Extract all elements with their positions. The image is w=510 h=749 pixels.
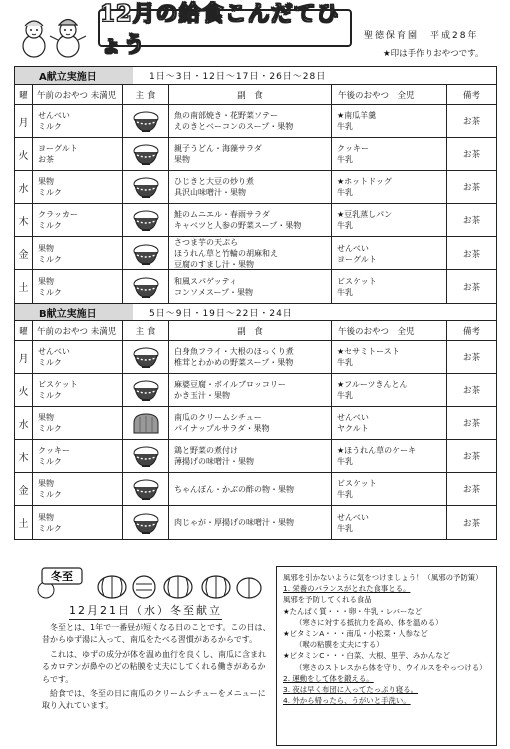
pm-drink-item: 牛乳 <box>337 188 353 197</box>
pm-snack-cell <box>332 440 447 472</box>
side-dish-line-2: パイナップルサラダ・果物 <box>174 424 270 433</box>
day-cell: 水 <box>15 407 33 439</box>
pm-drink-item: 牛乳 <box>337 287 353 297</box>
table-row <box>15 138 496 171</box>
am-snack-cell <box>33 506 123 539</box>
side-dish-line-2: コンソメスープ・果物 <box>174 287 254 297</box>
pm-snack-cell <box>332 374 447 406</box>
drink-cell: お茶 <box>462 117 480 127</box>
side-dish-line-2: 具沢山味噌汁・果物 <box>174 188 246 197</box>
staple-cell <box>123 407 169 439</box>
pm-snack-item: ビスケット <box>337 479 377 488</box>
drink-cell: お茶 <box>462 485 480 495</box>
pm-snack-cell <box>332 473 447 505</box>
pm-snack-cell <box>332 171 447 203</box>
toji-text <box>42 622 272 715</box>
drink-cell: お茶 <box>462 150 480 160</box>
drink-cell: お茶 <box>462 353 480 363</box>
cold-tip-4: 4. 外から帰ったら、うがいと手洗い。 <box>283 696 411 706</box>
side-dish-line-1: ひじきと大豆の炒り煮 <box>174 177 254 186</box>
block-b-header <box>15 303 496 321</box>
day-cell: 金 <box>15 237 33 270</box>
pumpkin-icons <box>94 570 264 600</box>
table-row <box>15 374 496 407</box>
pm-snack-cell <box>332 138 447 170</box>
staple-cell <box>123 138 169 170</box>
pm-snack-cell <box>332 105 447 137</box>
rice-bowl-icon <box>131 208 161 232</box>
cold-food-vitamin-c-note: （寒さのストレスから体を守り、ウイルスをやっつける） <box>295 662 487 672</box>
pm-snack-cell <box>332 506 447 539</box>
staple-cell <box>123 506 169 539</box>
rice-bowl-icon <box>131 477 161 501</box>
cold-tip-2: 2. 運動をして体を鍛える。 <box>283 673 374 683</box>
side-dish-line-2: 薄揚げの味噌汁・果物 <box>174 457 254 466</box>
cold-food-vitamin-a-note: （喉の粘膜を丈夫にする） <box>295 640 384 650</box>
side-dish-cell <box>169 105 332 137</box>
block-a-header <box>15 67 496 85</box>
cold-prevention-box <box>276 566 497 746</box>
table-row <box>15 105 496 138</box>
col-side: 副 食 <box>169 85 332 104</box>
pm-drink-item: 牛乳 <box>337 457 353 466</box>
side-dish-cell <box>169 506 332 539</box>
am-drink-item: ミルク <box>38 391 62 400</box>
pm-snack-item: せんべい <box>337 243 369 253</box>
staple-cell <box>123 171 169 203</box>
table-header-b <box>15 321 496 341</box>
table-row <box>15 341 496 374</box>
side-dish-line-1: 肉じゃが・厚揚げの味噌汁・果物 <box>174 518 294 527</box>
pm-snack-item: ★豆乳蒸しパン <box>337 210 393 219</box>
cold-food-protein-note: （寒さに対する抵抗力を高め、体を温める） <box>295 617 443 627</box>
table-row <box>15 440 496 473</box>
school-name: 聖徳保育園 平成28年 <box>364 31 479 41</box>
side-dish-line-1: 南瓜のクリームシチュー <box>174 413 262 422</box>
block-a-rows <box>15 105 496 303</box>
am-snack-item: せんべい <box>38 347 70 356</box>
table-header <box>15 85 496 105</box>
am-snack-cell <box>33 171 123 203</box>
am-drink-item: ミルク <box>38 254 62 264</box>
day-cell: 月 <box>15 341 33 373</box>
day-cell: 土 <box>15 270 33 303</box>
staple-cell <box>123 270 169 303</box>
am-snack-item: せんべい <box>38 111 70 120</box>
rice-bowl-icon <box>131 109 161 133</box>
side-dish-line-1: 鮭のムニエル・春雨サラダ <box>174 210 270 219</box>
side-dish-cell <box>169 473 332 505</box>
table-row <box>15 407 496 440</box>
staple-cell <box>123 473 169 505</box>
pm-snack-cell <box>332 237 447 270</box>
bread-icon <box>131 411 161 435</box>
am-drink-item: ミルク <box>38 358 62 367</box>
pm-drink-item: 牛乳 <box>337 221 353 230</box>
cold-tip-3: 3. 夜は早く布団に入ってたっぷり寝る。 <box>283 685 419 695</box>
col-side-b: 副 食 <box>169 321 332 340</box>
side-dish-cell <box>169 138 332 170</box>
am-snack-cell <box>33 407 123 439</box>
pm-snack-item: せんべい <box>337 512 369 522</box>
toji-paragraph-3: 給食では、冬至の日に南瓜のクリームシチューをメニューに取り入れています。 <box>42 689 266 711</box>
table-row <box>15 204 496 237</box>
block-b-rows <box>15 341 496 539</box>
am-snack-cell <box>33 270 123 303</box>
drink-cell: お茶 <box>462 419 480 429</box>
day-cell: 土 <box>15 506 33 539</box>
table-row <box>15 270 496 303</box>
pm-drink-item: 牛乳 <box>337 523 353 533</box>
svg-text:冬至: 冬至 <box>51 570 73 583</box>
col-pm-snack: 午後のおやつ 全児 <box>332 85 447 104</box>
pm-snack-item: ★ホットドッグ <box>337 177 392 186</box>
block-a-dates: 1日～3日・12日～17日・26日～28日 <box>149 72 327 82</box>
day-cell: 水 <box>15 171 33 203</box>
pm-snack-item: クッキー <box>337 144 369 153</box>
am-snack-cell <box>33 138 123 170</box>
side-dish-cell <box>169 270 332 303</box>
page-title: 12月の給食こんだてひょう <box>98 9 352 47</box>
pm-snack-item: ★セサミトースト <box>337 347 400 356</box>
am-snack-cell <box>33 204 123 236</box>
drink-cell: お茶 <box>462 216 480 226</box>
col-staple-b: 主 食 <box>123 321 169 340</box>
side-dish-line-2: 果物 <box>174 155 190 164</box>
side-dish-cell <box>169 440 332 472</box>
am-snack-item: ビスケット <box>38 380 78 389</box>
rice-bowl-icon <box>131 511 161 535</box>
rice-bowl-icon <box>131 142 161 166</box>
rice-bowl-icon <box>131 444 161 468</box>
am-drink-item: ミルク <box>38 287 62 297</box>
toji-paragraph-2: これは、ゆずの成分が体を温め血行を良くし、南瓜に含まれるカロテンが鼻やのどの粘膜を丈夫にしてくれる働きがあるからです。 <box>42 649 266 684</box>
am-drink-item: ミルク <box>38 188 62 197</box>
block-b-dates: 5日～9日・19日～22日・24日 <box>149 308 293 319</box>
col-am-snack-b: 午前のおやつ 未満児 <box>33 321 123 340</box>
pm-snack-item: せんべい <box>337 413 369 422</box>
am-snack-cell <box>33 374 123 406</box>
drink-cell: お茶 <box>462 452 480 462</box>
table-row <box>15 473 496 506</box>
pm-snack-item: ★フルーツきんとん <box>337 380 408 389</box>
cold-title: 風邪を引かないように気をつけましょう！（風邪の予防策） <box>283 573 483 582</box>
pm-drink-item: 牛乳 <box>337 155 353 164</box>
am-snack-item: 果物 <box>38 276 54 286</box>
pm-snack-cell <box>332 204 447 236</box>
am-snack-item: 果物 <box>38 243 54 253</box>
side-dish-cell <box>169 171 332 203</box>
day-cell: 木 <box>15 440 33 472</box>
staple-cell <box>123 374 169 406</box>
cold-food-vitamin-a: ★ビタミンA・・・南瓜・小松菜・人参など <box>283 629 428 639</box>
am-snack-item: クラッカー <box>38 210 78 219</box>
am-drink-item: ミルク <box>38 424 62 433</box>
am-drink-item: ミルク <box>38 122 62 131</box>
side-dish-line-1: 鶏と野菜の煮付け <box>174 446 238 455</box>
staple-cell <box>123 440 169 472</box>
staple-cell <box>123 341 169 373</box>
toji-paragraph-1: 冬至とは、1年で一番昼が短くなる日のことです。この日は、昔からゆず湯に入って、南瓜をたべる習慣があるからです。 <box>42 623 271 645</box>
rice-bowl-icon <box>131 275 161 299</box>
side-dish-line-1: さつま芋の天ぷら <box>174 238 238 247</box>
table-row <box>15 506 496 539</box>
side-dish-line-1: 魚の南部焼き・花野菜ソテー <box>174 111 278 120</box>
side-dish-line-1: 和風スパゲッティ <box>174 276 238 286</box>
col-drink: 備考 <box>462 90 480 101</box>
drink-cell: お茶 <box>462 386 480 396</box>
pm-snack-cell <box>332 270 447 303</box>
handmade-note: ★印は手作りおやつです。 <box>383 49 484 59</box>
side-dish-cell <box>169 407 332 439</box>
side-dish-cell <box>169 341 332 373</box>
pm-snack-item: ★ほうれん草のケーキ <box>337 446 417 455</box>
am-snack-item: 果物 <box>38 512 54 522</box>
col-day: 曜 <box>15 85 33 104</box>
day-cell: 木 <box>15 204 33 236</box>
am-snack-cell <box>33 105 123 137</box>
side-dish-cell <box>169 237 332 270</box>
pm-drink-item: 牛乳 <box>337 358 353 367</box>
day-cell: 火 <box>15 374 33 406</box>
day-cell: 金 <box>15 473 33 505</box>
am-snack-cell <box>33 341 123 373</box>
rice-bowl-icon <box>131 175 161 199</box>
am-drink-item: ミルク <box>38 523 62 533</box>
side-dish-cell <box>169 374 332 406</box>
side-dish-line-2: えのきとベーコンのスープ・果物 <box>174 122 294 131</box>
toji-title: 12月21日（水）冬至献立 <box>69 602 222 620</box>
day-cell: 火 <box>15 138 33 170</box>
col-drink-b: 備考 <box>462 326 480 337</box>
am-snack-item: クッキー <box>38 446 70 455</box>
side-dish-line-1: ちゃんぽん・かぶの酢の物・果物 <box>174 484 294 494</box>
pm-snack-item: ビスケット <box>337 276 377 286</box>
table-row <box>15 171 496 204</box>
am-drink-item: ミルク <box>38 457 62 466</box>
col-am-snack: 午前のおやつ 未満児 <box>33 85 123 104</box>
block-a-label: A献立実施日 <box>15 67 133 84</box>
table-row <box>15 237 496 270</box>
am-drink-item: ミルク <box>38 490 62 499</box>
staple-cell <box>123 105 169 137</box>
am-snack-item: ヨーグルト <box>38 144 78 153</box>
drink-cell: お茶 <box>462 282 480 293</box>
block-b-label: B献立実施日 <box>15 304 133 320</box>
side-dish-line-1: 白身魚フライ・大根のほっくり煮 <box>174 347 294 356</box>
side-dish-line-2: ほうれん草と竹輪の胡麻和え <box>174 249 278 258</box>
rice-bowl-icon <box>131 242 161 266</box>
pm-snack-item: ★南瓜羊羹 <box>337 111 377 120</box>
side-dish-line-3: 豆腐のすまし汁・果物 <box>174 260 254 269</box>
menu-table <box>14 66 497 540</box>
cold-food-protein: ★たんぱく質・・・卵・牛乳・レバーなど <box>283 606 423 616</box>
am-snack-item: 果物 <box>38 413 54 422</box>
side-dish-line-2: キャベツと人参の野菜スープ・果物 <box>174 221 302 230</box>
snowmen-illustration <box>14 14 94 58</box>
pm-snack-cell <box>332 407 447 439</box>
cold-food-vitamin-c: ★ビタミンC・・・白菜、大根、里芋、みかんなど <box>283 651 450 661</box>
pm-drink-item: ヨーグルト <box>337 254 377 264</box>
pm-drink-item: 牛乳 <box>337 122 353 131</box>
col-pm-snack-b: 午後のおやつ 全児 <box>332 321 447 340</box>
col-day-b: 曜 <box>15 321 33 340</box>
day-cell: 月 <box>15 105 33 137</box>
side-dish-line-2: かき玉汁・果物 <box>174 391 230 400</box>
am-snack-item: 果物 <box>38 479 54 488</box>
staple-cell <box>123 237 169 270</box>
drink-cell: お茶 <box>462 518 480 529</box>
am-snack-cell <box>33 237 123 270</box>
rice-bowl-icon <box>131 345 161 369</box>
toji-tag-icon <box>36 566 86 600</box>
rice-bowl-icon <box>131 378 161 402</box>
side-dish-line-1: 親子うどん・海藻サラダ <box>174 144 262 153</box>
cold-tip-1: 1. 栄養のバランスがとれた食事とる。 <box>283 584 411 594</box>
side-dish-line-1: 麻婆豆腐・ボイルブロッコリー <box>174 380 286 389</box>
side-dish-cell <box>169 204 332 236</box>
toji-section <box>14 566 269 744</box>
col-staple: 主 食 <box>123 85 169 104</box>
cold-foods-heading: 風邪を予防してくれる食品 <box>283 595 372 605</box>
side-dish-line-2: 椎茸とわかめの野菜スープ・果物 <box>174 358 294 367</box>
am-snack-cell <box>33 440 123 472</box>
drink-cell: お茶 <box>462 183 480 193</box>
am-snack-item: 果物 <box>38 177 54 186</box>
pm-snack-cell <box>332 341 447 373</box>
am-drink-item: お茶 <box>38 155 54 164</box>
am-drink-item: ミルク <box>38 221 62 230</box>
drink-cell: お茶 <box>462 249 480 260</box>
am-snack-cell <box>33 473 123 505</box>
pm-drink-item: 牛乳 <box>337 391 353 400</box>
pm-drink-item: ヤクルト <box>337 424 369 433</box>
pm-drink-item: 牛乳 <box>337 490 353 499</box>
staple-cell <box>123 204 169 236</box>
